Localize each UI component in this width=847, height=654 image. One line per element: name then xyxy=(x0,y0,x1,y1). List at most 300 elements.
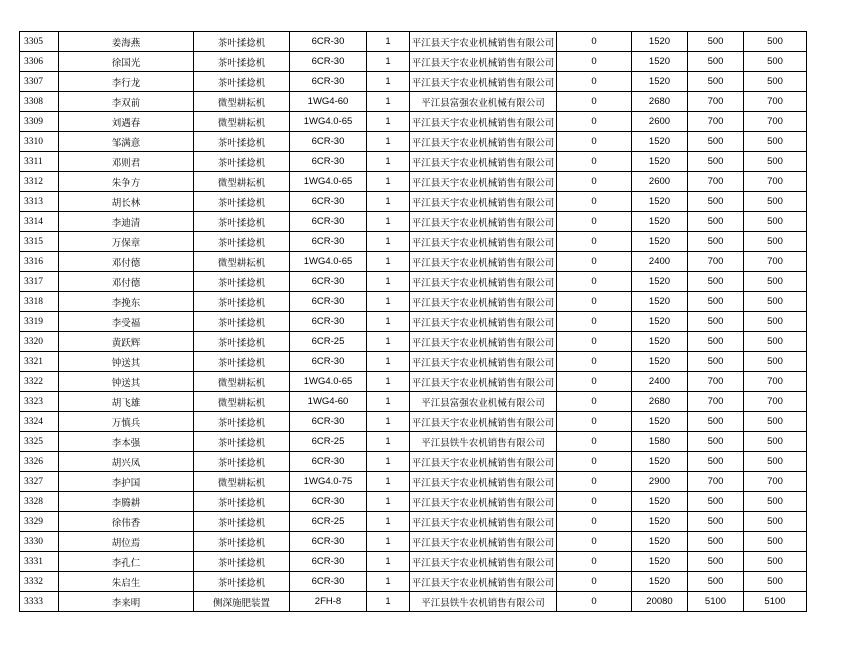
quantity-cell: 1 xyxy=(367,312,410,332)
zero-cell: 0 xyxy=(557,352,632,372)
model-cell: 6CR-30 xyxy=(290,152,367,172)
table-row xyxy=(20,512,807,532)
subsidy-b-cell: 700 xyxy=(744,112,807,132)
applicant-name-cell: 李腾耕 xyxy=(59,492,194,512)
vendor-cell: 平江县铁牛农机销售有限公司 xyxy=(410,432,557,452)
quantity-cell: 1 xyxy=(367,552,410,572)
subsidy-a-cell: 500 xyxy=(688,412,744,432)
model-cell: 1WG4-60 xyxy=(290,392,367,412)
subsidy-b-cell: 500 xyxy=(744,72,807,92)
subsidy-a-cell: 500 xyxy=(688,432,744,452)
price-cell: 1520 xyxy=(632,412,688,432)
machine-type-cell: 茶叶揉捻机 xyxy=(194,412,290,432)
zero-cell: 0 xyxy=(557,112,632,132)
table-row xyxy=(20,332,807,352)
quantity-cell: 1 xyxy=(367,92,410,112)
row-id-cell: 3325 xyxy=(20,432,59,452)
subsidy-b-cell: 500 xyxy=(744,272,807,292)
vendor-cell: 平江县天宇农业机械销售有限公司 xyxy=(410,572,557,592)
model-cell: 6CR-30 xyxy=(290,192,367,212)
vendor-cell: 平江县富强农业机械有限公司 xyxy=(410,392,557,412)
subsidy-b-cell: 500 xyxy=(744,232,807,252)
quantity-cell: 1 xyxy=(367,52,410,72)
subsidy-b-cell: 500 xyxy=(744,132,807,152)
subsidy-b-cell: 700 xyxy=(744,92,807,112)
model-cell: 6CR-30 xyxy=(290,532,367,552)
row-id-cell: 3320 xyxy=(20,332,59,352)
quantity-cell: 1 xyxy=(367,332,410,352)
applicant-name-cell: 万保章 xyxy=(59,232,194,252)
subsidy-b-cell: 500 xyxy=(744,52,807,72)
price-cell: 1520 xyxy=(632,512,688,532)
price-cell: 2600 xyxy=(632,172,688,192)
vendor-cell: 平江县富强农业机械有限公司 xyxy=(410,92,557,112)
row-id-cell: 3314 xyxy=(20,212,59,232)
table-row xyxy=(20,132,807,152)
subsidy-b-cell: 500 xyxy=(744,192,807,212)
subsidy-b-cell: 500 xyxy=(744,352,807,372)
applicant-name-cell: 徐伟香 xyxy=(59,512,194,532)
zero-cell: 0 xyxy=(557,432,632,452)
table-row xyxy=(20,392,807,412)
subsidy-b-cell: 700 xyxy=(744,392,807,412)
vendor-cell: 平江县天宇农业机械销售有限公司 xyxy=(410,252,557,272)
model-cell: 6CR-30 xyxy=(290,312,367,332)
model-cell: 6CR-30 xyxy=(290,492,367,512)
vendor-cell: 平江县天宇农业机械销售有限公司 xyxy=(410,212,557,232)
table-row xyxy=(20,452,807,472)
subsidy-a-cell: 700 xyxy=(688,372,744,392)
subsidy-table xyxy=(19,31,807,612)
price-cell: 1520 xyxy=(632,492,688,512)
machine-type-cell: 茶叶揉捻机 xyxy=(194,72,290,92)
row-id-cell: 3330 xyxy=(20,532,59,552)
zero-cell: 0 xyxy=(557,192,632,212)
vendor-cell: 平江县天宇农业机械销售有限公司 xyxy=(410,492,557,512)
machine-type-cell: 微型耕耘机 xyxy=(194,172,290,192)
applicant-name-cell: 李行龙 xyxy=(59,72,194,92)
applicant-name-cell: 李护国 xyxy=(59,472,194,492)
row-id-cell: 3328 xyxy=(20,492,59,512)
applicant-name-cell: 徐国光 xyxy=(59,52,194,72)
model-cell: 6CR-30 xyxy=(290,212,367,232)
table-row xyxy=(20,352,807,372)
price-cell: 1520 xyxy=(632,312,688,332)
subsidy-b-cell: 500 xyxy=(744,212,807,232)
quantity-cell: 1 xyxy=(367,492,410,512)
zero-cell: 0 xyxy=(557,232,632,252)
row-id-cell: 3317 xyxy=(20,272,59,292)
machine-type-cell: 茶叶揉捻机 xyxy=(194,212,290,232)
machine-type-cell: 茶叶揉捻机 xyxy=(194,32,290,52)
quantity-cell: 1 xyxy=(367,572,410,592)
zero-cell: 0 xyxy=(557,72,632,92)
table-row xyxy=(20,312,807,332)
subsidy-b-cell: 500 xyxy=(744,32,807,52)
table-row xyxy=(20,592,807,612)
row-id-cell: 3332 xyxy=(20,572,59,592)
applicant-name-cell: 朱启生 xyxy=(59,572,194,592)
model-cell: 6CR-30 xyxy=(290,572,367,592)
subsidy-b-cell: 500 xyxy=(744,552,807,572)
applicant-name-cell: 钟送其 xyxy=(59,352,194,372)
quantity-cell: 1 xyxy=(367,132,410,152)
model-cell: 1WG4.0-65 xyxy=(290,372,367,392)
zero-cell: 0 xyxy=(557,332,632,352)
vendor-cell: 平江县天宇农业机械销售有限公司 xyxy=(410,532,557,552)
table-row xyxy=(20,372,807,392)
subsidy-a-cell: 500 xyxy=(688,32,744,52)
zero-cell: 0 xyxy=(557,552,632,572)
model-cell: 6CR-30 xyxy=(290,72,367,92)
vendor-cell: 平江县天宇农业机械销售有限公司 xyxy=(410,552,557,572)
quantity-cell: 1 xyxy=(367,32,410,52)
model-cell: 6CR-30 xyxy=(290,232,367,252)
zero-cell: 0 xyxy=(557,212,632,232)
subsidy-a-cell: 700 xyxy=(688,172,744,192)
price-cell: 1580 xyxy=(632,432,688,452)
machine-type-cell: 茶叶揉捻机 xyxy=(194,492,290,512)
row-id-cell: 3309 xyxy=(20,112,59,132)
price-cell: 1520 xyxy=(632,212,688,232)
subsidy-b-cell: 500 xyxy=(744,152,807,172)
model-cell: 2FH-8 xyxy=(290,592,367,612)
quantity-cell: 1 xyxy=(367,372,410,392)
quantity-cell: 1 xyxy=(367,252,410,272)
model-cell: 6CR-25 xyxy=(290,432,367,452)
row-id-cell: 3329 xyxy=(20,512,59,532)
machine-type-cell: 茶叶揉捻机 xyxy=(194,352,290,372)
quantity-cell: 1 xyxy=(367,152,410,172)
subsidy-a-cell: 500 xyxy=(688,292,744,312)
subsidy-a-cell: 500 xyxy=(688,312,744,332)
model-cell: 6CR-30 xyxy=(290,352,367,372)
quantity-cell: 1 xyxy=(367,472,410,492)
price-cell: 1520 xyxy=(632,272,688,292)
machine-type-cell: 微型耕耘机 xyxy=(194,112,290,132)
subsidy-a-cell: 500 xyxy=(688,352,744,372)
quantity-cell: 1 xyxy=(367,512,410,532)
model-cell: 6CR-30 xyxy=(290,412,367,432)
quantity-cell: 1 xyxy=(367,212,410,232)
machine-type-cell: 侧深施肥装置 xyxy=(194,592,290,612)
row-id-cell: 3312 xyxy=(20,172,59,192)
vendor-cell: 平江县天宇农业机械销售有限公司 xyxy=(410,332,557,352)
model-cell: 1WG4.0-75 xyxy=(290,472,367,492)
zero-cell: 0 xyxy=(557,292,632,312)
vendor-cell: 平江县天宇农业机械销售有限公司 xyxy=(410,452,557,472)
row-id-cell: 3324 xyxy=(20,412,59,432)
price-cell: 2600 xyxy=(632,112,688,132)
applicant-name-cell: 李受福 xyxy=(59,312,194,332)
model-cell: 6CR-30 xyxy=(290,552,367,572)
model-cell: 6CR-30 xyxy=(290,52,367,72)
quantity-cell: 1 xyxy=(367,592,410,612)
applicant-name-cell: 李本强 xyxy=(59,432,194,452)
table-row xyxy=(20,192,807,212)
price-cell: 1520 xyxy=(632,52,688,72)
table-body xyxy=(20,32,807,612)
subsidy-b-cell: 500 xyxy=(744,412,807,432)
subsidy-b-cell: 500 xyxy=(744,512,807,532)
table-row xyxy=(20,412,807,432)
row-id-cell: 3322 xyxy=(20,372,59,392)
applicant-name-cell: 刘遇春 xyxy=(59,112,194,132)
subsidy-a-cell: 500 xyxy=(688,132,744,152)
subsidy-b-cell: 500 xyxy=(744,572,807,592)
subsidy-b-cell: 500 xyxy=(744,432,807,452)
price-cell: 2400 xyxy=(632,252,688,272)
price-cell: 1520 xyxy=(632,32,688,52)
quantity-cell: 1 xyxy=(367,172,410,192)
model-cell: 6CR-25 xyxy=(290,512,367,532)
subsidy-a-cell: 700 xyxy=(688,92,744,112)
model-cell: 6CR-30 xyxy=(290,32,367,52)
subsidy-b-cell: 500 xyxy=(744,332,807,352)
vendor-cell: 平江县铁牛农机销售有限公司 xyxy=(410,592,557,612)
row-id-cell: 3321 xyxy=(20,352,59,372)
quantity-cell: 1 xyxy=(367,232,410,252)
table-row xyxy=(20,432,807,452)
row-id-cell: 3331 xyxy=(20,552,59,572)
machine-type-cell: 茶叶揉捻机 xyxy=(194,512,290,532)
subsidy-b-cell: 700 xyxy=(744,472,807,492)
table-row xyxy=(20,52,807,72)
subsidy-a-cell: 500 xyxy=(688,152,744,172)
model-cell: 1WG4.0-65 xyxy=(290,112,367,132)
subsidy-a-cell: 500 xyxy=(688,232,744,252)
price-cell: 1520 xyxy=(632,232,688,252)
applicant-name-cell: 胡飞雄 xyxy=(59,392,194,412)
applicant-name-cell: 钟送其 xyxy=(59,372,194,392)
vendor-cell: 平江县天宇农业机械销售有限公司 xyxy=(410,232,557,252)
zero-cell: 0 xyxy=(557,252,632,272)
machine-type-cell: 茶叶揉捻机 xyxy=(194,232,290,252)
zero-cell: 0 xyxy=(557,412,632,432)
applicant-name-cell: 邓付德 xyxy=(59,272,194,292)
model-cell: 6CR-25 xyxy=(290,332,367,352)
subsidy-a-cell: 500 xyxy=(688,272,744,292)
price-cell: 2400 xyxy=(632,372,688,392)
table-row xyxy=(20,172,807,192)
table-row xyxy=(20,212,807,232)
vendor-cell: 平江县天宇农业机械销售有限公司 xyxy=(410,372,557,392)
model-cell: 6CR-30 xyxy=(290,132,367,152)
machine-type-cell: 茶叶揉捻机 xyxy=(194,532,290,552)
machine-type-cell: 茶叶揉捻机 xyxy=(194,332,290,352)
machine-type-cell: 茶叶揉捻机 xyxy=(194,452,290,472)
subsidy-a-cell: 500 xyxy=(688,552,744,572)
subsidy-a-cell: 500 xyxy=(688,452,744,472)
price-cell: 2900 xyxy=(632,472,688,492)
machine-type-cell: 茶叶揉捻机 xyxy=(194,152,290,172)
price-cell: 1520 xyxy=(632,572,688,592)
machine-type-cell: 茶叶揉捻机 xyxy=(194,272,290,292)
zero-cell: 0 xyxy=(557,92,632,112)
vendor-cell: 平江县天宇农业机械销售有限公司 xyxy=(410,352,557,372)
row-id-cell: 3315 xyxy=(20,232,59,252)
row-id-cell: 3311 xyxy=(20,152,59,172)
zero-cell: 0 xyxy=(557,492,632,512)
applicant-name-cell: 李来明 xyxy=(59,592,194,612)
applicant-name-cell: 胡兴凤 xyxy=(59,452,194,472)
row-id-cell: 3326 xyxy=(20,452,59,472)
subsidy-a-cell: 500 xyxy=(688,192,744,212)
model-cell: 1WG4.0-65 xyxy=(290,252,367,272)
model-cell: 6CR-30 xyxy=(290,272,367,292)
vendor-cell: 平江县天宇农业机械销售有限公司 xyxy=(410,512,557,532)
table-row xyxy=(20,32,807,52)
zero-cell: 0 xyxy=(557,312,632,332)
subsidy-b-cell: 5100 xyxy=(744,592,807,612)
subsidy-a-cell: 5100 xyxy=(688,592,744,612)
row-id-cell: 3318 xyxy=(20,292,59,312)
subsidy-a-cell: 700 xyxy=(688,392,744,412)
applicant-name-cell: 万慎兵 xyxy=(59,412,194,432)
table-row xyxy=(20,472,807,492)
machine-type-cell: 茶叶揉捻机 xyxy=(194,292,290,312)
table-row xyxy=(20,72,807,92)
subsidy-a-cell: 500 xyxy=(688,572,744,592)
applicant-name-cell: 邓则君 xyxy=(59,152,194,172)
subsidy-b-cell: 500 xyxy=(744,292,807,312)
model-cell: 6CR-30 xyxy=(290,452,367,472)
zero-cell: 0 xyxy=(557,452,632,472)
table-row xyxy=(20,252,807,272)
machine-type-cell: 茶叶揉捻机 xyxy=(194,52,290,72)
vendor-cell: 平江县天宇农业机械销售有限公司 xyxy=(410,112,557,132)
subsidy-b-cell: 700 xyxy=(744,372,807,392)
table-row xyxy=(20,552,807,572)
subsidy-a-cell: 500 xyxy=(688,512,744,532)
applicant-name-cell: 李迪清 xyxy=(59,212,194,232)
price-cell: 1520 xyxy=(632,192,688,212)
machine-type-cell: 微型耕耘机 xyxy=(194,92,290,112)
row-id-cell: 3323 xyxy=(20,392,59,412)
price-cell: 1520 xyxy=(632,452,688,472)
row-id-cell: 3308 xyxy=(20,92,59,112)
price-cell: 2680 xyxy=(632,392,688,412)
subsidy-b-cell: 500 xyxy=(744,532,807,552)
price-cell: 1520 xyxy=(632,332,688,352)
machine-type-cell: 茶叶揉捻机 xyxy=(194,192,290,212)
subsidy-a-cell: 500 xyxy=(688,72,744,92)
applicant-name-cell: 邹满意 xyxy=(59,132,194,152)
zero-cell: 0 xyxy=(557,592,632,612)
row-id-cell: 3319 xyxy=(20,312,59,332)
machine-type-cell: 茶叶揉捻机 xyxy=(194,132,290,152)
price-cell: 1520 xyxy=(632,72,688,92)
vendor-cell: 平江县天宇农业机械销售有限公司 xyxy=(410,292,557,312)
row-id-cell: 3333 xyxy=(20,592,59,612)
zero-cell: 0 xyxy=(557,132,632,152)
subsidy-a-cell: 500 xyxy=(688,492,744,512)
quantity-cell: 1 xyxy=(367,352,410,372)
model-cell: 6CR-30 xyxy=(290,292,367,312)
zero-cell: 0 xyxy=(557,152,632,172)
table-row xyxy=(20,152,807,172)
subsidy-a-cell: 700 xyxy=(688,112,744,132)
applicant-name-cell: 黄跃辉 xyxy=(59,332,194,352)
row-id-cell: 3305 xyxy=(20,32,59,52)
machine-type-cell: 微型耕耘机 xyxy=(194,472,290,492)
subsidy-b-cell: 500 xyxy=(744,312,807,332)
applicant-name-cell: 胡位焉 xyxy=(59,532,194,552)
row-id-cell: 3310 xyxy=(20,132,59,152)
price-cell: 1520 xyxy=(632,532,688,552)
applicant-name-cell: 李孔仁 xyxy=(59,552,194,572)
quantity-cell: 1 xyxy=(367,452,410,472)
vendor-cell: 平江县天宇农业机械销售有限公司 xyxy=(410,152,557,172)
zero-cell: 0 xyxy=(557,32,632,52)
table-row xyxy=(20,272,807,292)
machine-type-cell: 茶叶揉捻机 xyxy=(194,312,290,332)
applicant-name-cell: 李双前 xyxy=(59,92,194,112)
model-cell: 1WG4-60 xyxy=(290,92,367,112)
machine-type-cell: 微型耕耘机 xyxy=(194,392,290,412)
vendor-cell: 平江县天宇农业机械销售有限公司 xyxy=(410,312,557,332)
subsidy-a-cell: 700 xyxy=(688,252,744,272)
table-row xyxy=(20,112,807,132)
machine-type-cell: 微型耕耘机 xyxy=(194,252,290,272)
subsidy-b-cell: 500 xyxy=(744,492,807,512)
vendor-cell: 平江县天宇农业机械销售有限公司 xyxy=(410,32,557,52)
row-id-cell: 3306 xyxy=(20,52,59,72)
table-row xyxy=(20,572,807,592)
row-id-cell: 3307 xyxy=(20,72,59,92)
quantity-cell: 1 xyxy=(367,292,410,312)
quantity-cell: 1 xyxy=(367,432,410,452)
price-cell: 1520 xyxy=(632,152,688,172)
zero-cell: 0 xyxy=(557,172,632,192)
subsidy-a-cell: 500 xyxy=(688,532,744,552)
table-row xyxy=(20,92,807,112)
table-row xyxy=(20,292,807,312)
machine-type-cell: 茶叶揉捻机 xyxy=(194,432,290,452)
applicant-name-cell: 朱争方 xyxy=(59,172,194,192)
quantity-cell: 1 xyxy=(367,112,410,132)
subsidy-b-cell: 700 xyxy=(744,172,807,192)
subsidy-a-cell: 700 xyxy=(688,472,744,492)
quantity-cell: 1 xyxy=(367,532,410,552)
subsidy-b-cell: 500 xyxy=(744,452,807,472)
applicant-name-cell: 姜海燕 xyxy=(59,32,194,52)
subsidy-a-cell: 500 xyxy=(688,332,744,352)
price-cell: 1520 xyxy=(632,132,688,152)
zero-cell: 0 xyxy=(557,532,632,552)
vendor-cell: 平江县天宇农业机械销售有限公司 xyxy=(410,172,557,192)
vendor-cell: 平江县天宇农业机械销售有限公司 xyxy=(410,132,557,152)
zero-cell: 0 xyxy=(557,572,632,592)
zero-cell: 0 xyxy=(557,52,632,72)
subsidy-b-cell: 700 xyxy=(744,252,807,272)
vendor-cell: 平江县天宇农业机械销售有限公司 xyxy=(410,472,557,492)
subsidy-a-cell: 500 xyxy=(688,212,744,232)
vendor-cell: 平江县天宇农业机械销售有限公司 xyxy=(410,412,557,432)
quantity-cell: 1 xyxy=(367,392,410,412)
machine-type-cell: 茶叶揉捻机 xyxy=(194,552,290,572)
applicant-name-cell: 李挽东 xyxy=(59,292,194,312)
row-id-cell: 3327 xyxy=(20,472,59,492)
zero-cell: 0 xyxy=(557,512,632,532)
zero-cell: 0 xyxy=(557,272,632,292)
price-cell: 20080 xyxy=(632,592,688,612)
machine-type-cell: 茶叶揉捻机 xyxy=(194,572,290,592)
quantity-cell: 1 xyxy=(367,272,410,292)
row-id-cell: 3313 xyxy=(20,192,59,212)
machine-type-cell: 微型耕耘机 xyxy=(194,372,290,392)
table-row xyxy=(20,532,807,552)
